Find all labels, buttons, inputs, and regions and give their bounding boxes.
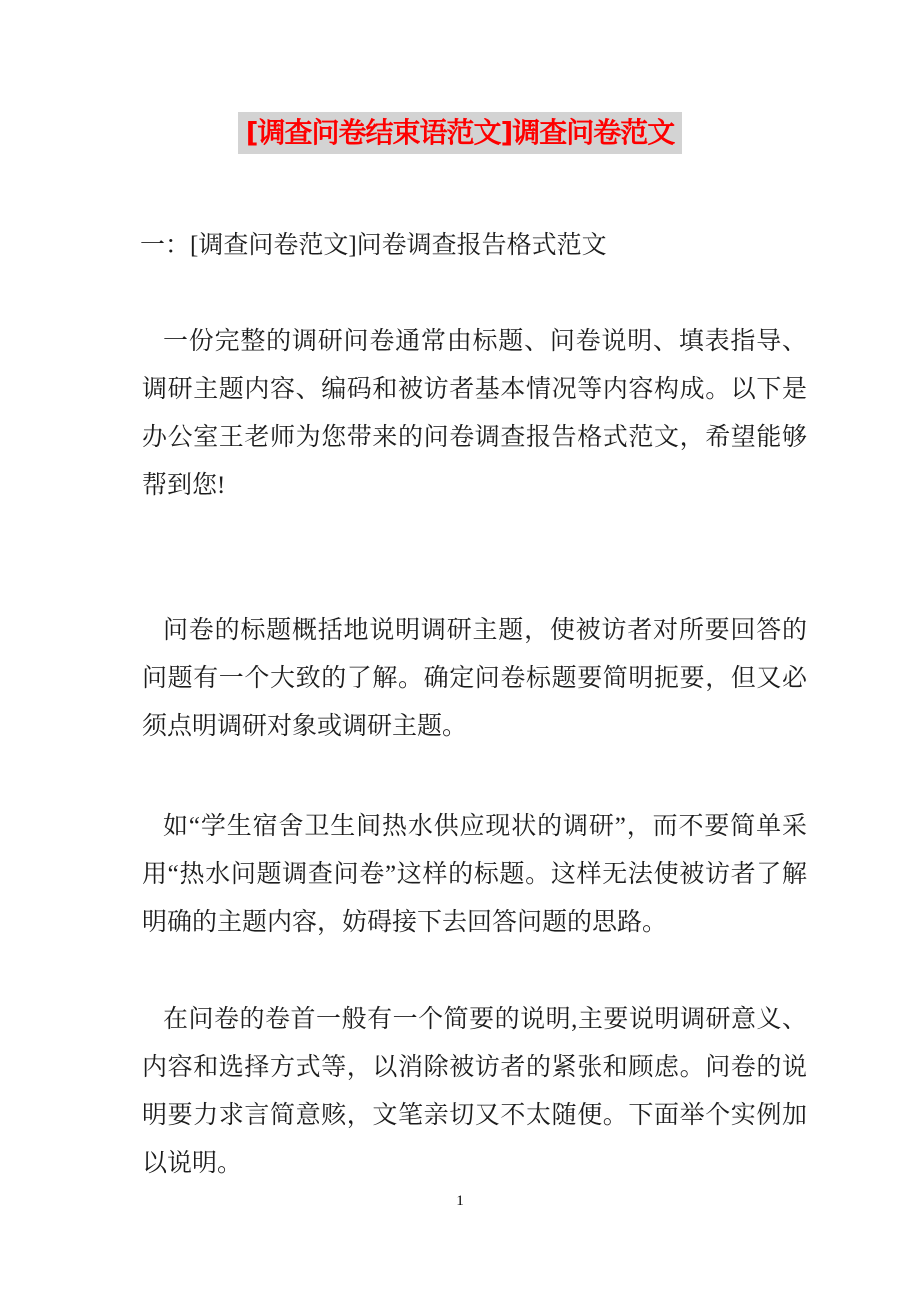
paragraph: 在问卷的卷首一般有一个简要的说明,主要说明调研意义、内容和选择方式等，以消除被访者的紧张和顾虑。问卷的说明要力求言简意赅，文笔亲切又不太随便。下面举个实例加以说明。: [142, 1006, 807, 1177]
section-heading: 一：[调查问卷范文]问卷调查报告格式范文: [140, 232, 607, 259]
paragraph: 一份完整的调研问卷通常由标题、问卷说明、填表指导、调研主题内容、编码和被访者基本情况等内容构成。以下是办公室王老师为您带来的问卷调查报告格式范文，希望能够帮到您!: [142, 328, 807, 499]
paragraph: 问卷的标题概括地说明调研主题，使被访者对所要回答的问题有一个大致的了解。确定问卷标题要简明扼要，但又必须点明调研对象或调研主题。: [142, 617, 807, 740]
document-title-row: [0, 112, 920, 154]
document-title: [调查问卷结束语范文]调查问卷范文: [238, 112, 683, 154]
paragraph: 如“学生宿舍卫生间热水供应现状的调研”，而不要简单采用“热水问题调查问卷”这样的标题。这样无法使被访者了解明确的主题内容，妨碍接下去回答问题的思路。: [142, 813, 807, 936]
page-number: 1: [456, 1193, 464, 1209]
